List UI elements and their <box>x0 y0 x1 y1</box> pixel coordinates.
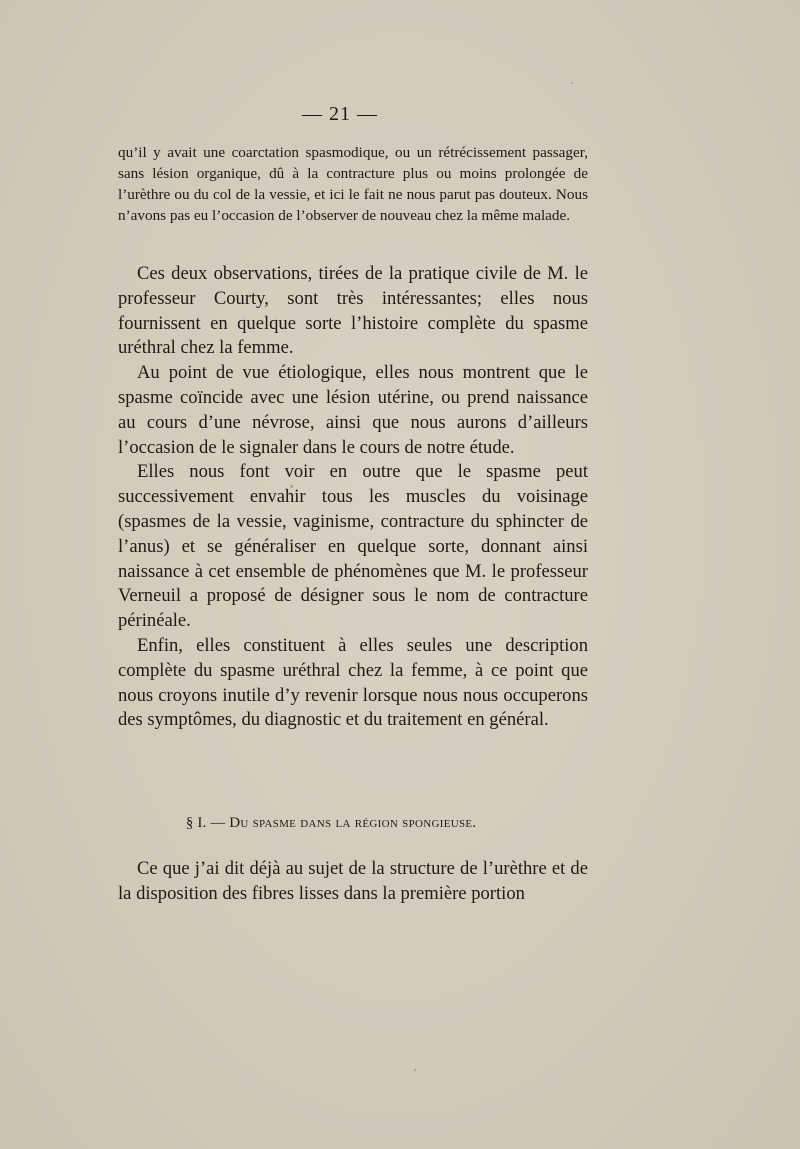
paragraph: Enfin, elles constituent à elles seules une description complète du spasme uréthral chez la femme, à ce point que nous croyons inutile d’y revenir lorsque nous nous occuperons des symptômes, du diagnostic et du traitement en général. <box>118 634 588 731</box>
paragraph: Ce que j’ai dit déjà au sujet de la structure de l’urèthre et de la disposition des fibres lisses dans la première portion <box>118 858 588 904</box>
paragraph: Au point de vue étiologique, elles nous montrent que le spasme coïncide avec une lésion utérine, ou prend naissance au cours d’une névrose, ainsi que nous aurons d’ailleurs l’occasion de le signaler dans le cours de notre étude. <box>118 362 588 458</box>
section-heading <box>186 815 476 832</box>
paper-speck <box>414 1069 416 1071</box>
paper-speck <box>290 485 293 488</box>
footnote-text: qu’il y avait une coarctation spasmodique, ou un rétrécissement passager, sans lésion organique, dû à la contracture plus ou moins prolongée de l’urèthre ou du col de la vessie, et ici le fait ne nous parut pas douteux. Nous n’avons pas eu l’occasion de l’observer de nouveau chez la même malade. <box>118 144 588 224</box>
section-prefix: § I. — <box>186 815 230 831</box>
paragraph: Elles nous font voir en outre que le spasme peut successivement envahir tous les muscles du voisinage (spasmes de la vessie, vaginisme, contracture du sphincter de l’anus) et se généraliser en quelque sorte, donnant ainsi naissance à cet ensemble de phénomènes que M. le professeur Verneuil a proposé de désigner sous le nom de contracture périnéale. <box>118 461 588 632</box>
footnote-continuation <box>118 142 588 226</box>
section-title: Du spasme dans la région spongieuse. <box>229 815 477 831</box>
main-text <box>118 262 588 733</box>
paragraph: Ces deux observations, tirées de la pratique civile de M. le professeur Courty, sont très intéressantes; elles nous fournissent en quelque sorte l’histoire complète du spasme uréthral chez la femme. <box>118 263 588 359</box>
paper-speck <box>571 82 573 84</box>
page-number: — 21 — <box>302 103 378 125</box>
section-text <box>118 857 588 907</box>
